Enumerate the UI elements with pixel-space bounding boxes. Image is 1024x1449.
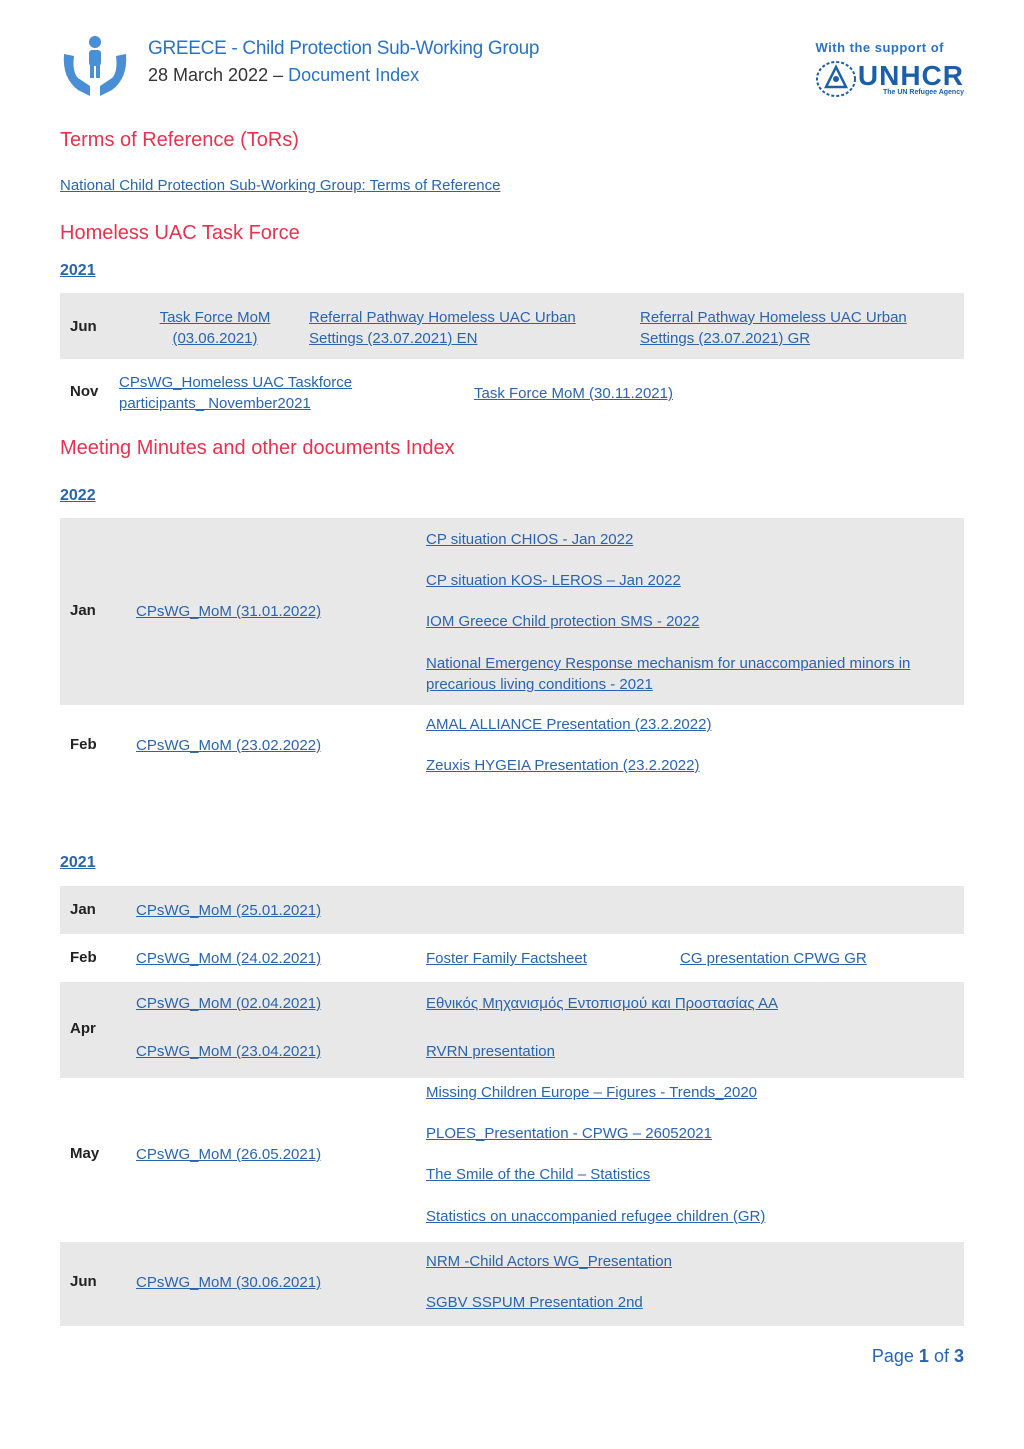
table-row: [60, 1078, 964, 1242]
mom-link[interactable]: CPsWG_MoM (23.02.2022): [136, 737, 322, 754]
minutes-2021-table: [60, 886, 964, 1326]
document-index-label: Document Index: [288, 65, 420, 85]
month-label: May: [70, 1145, 100, 1162]
year-2022-link[interactable]: 2022: [60, 487, 96, 504]
doc-link[interactable]: CPsWG_Homeless UAC Taskforce participants_ November2021: [119, 374, 353, 412]
doc-link[interactable]: CP situation CHIOS - Jan 2022: [426, 531, 634, 548]
doc-link[interactable]: The Smile of the Child – Statistics: [426, 1166, 651, 1183]
minutes-2022-table: [60, 518, 964, 787]
table-row: [60, 982, 964, 1078]
mom-link[interactable]: CPsWG_MoM (24.02.2021): [136, 950, 322, 967]
table-row: [60, 359, 964, 425]
doc-link[interactable]: IOM Greece Child protection SMS - 2022: [426, 613, 700, 630]
table-row: [60, 293, 964, 359]
document-date: 28 March 2022 –: [148, 65, 284, 85]
of-word: of: [933, 1346, 949, 1366]
homeless-heading: Homeless UAC Task Force: [60, 222, 300, 244]
unhcr-emblem-icon: [814, 59, 858, 99]
doc-link[interactable]: RVRN presentation: [426, 1043, 555, 1060]
table-row: [60, 518, 964, 705]
table-row: [60, 886, 964, 934]
month-label: Apr: [70, 1020, 96, 1037]
doc-link[interactable]: Task Force MoM (03.06.2021): [159, 309, 271, 347]
homeless-table: [60, 293, 964, 425]
unhcr-tagline: The UN Refugee Agency: [882, 88, 964, 96]
month-label: Jan: [70, 602, 96, 619]
mom-link[interactable]: CPsWG_MoM (23.04.2021): [136, 1043, 322, 1060]
month-label: Jun: [70, 318, 97, 335]
doc-link[interactable]: Zeuxis HYGEIA Presentation (23.2.2022): [426, 757, 700, 774]
table-row: [60, 934, 964, 982]
month-label: Nov: [70, 383, 99, 400]
document-title: GREECE - Child Protection Sub-Working Group: [148, 38, 540, 59]
doc-link[interactable]: Referral Pathway Homeless UAC Urban Settings (23.07.2021) EN: [309, 309, 576, 347]
page-word: Page: [871, 1346, 914, 1366]
month-label: Jan: [70, 901, 96, 918]
doc-link[interactable]: National Emergency Response mechanism for unaccompanied minors in precarious living conditions - 2021: [426, 655, 911, 693]
table-row: [60, 1242, 964, 1326]
support-text: With the support of: [815, 40, 944, 55]
unhcr-wordmark: UNHCR: [857, 59, 964, 91]
doc-link[interactable]: Εθνικός Μηχανισμός Εντοπισμού και Προστασίας ΑΑ: [426, 995, 779, 1012]
month-label: Jun: [70, 1273, 97, 1290]
month-label: Feb: [70, 736, 97, 753]
mom-link[interactable]: CPsWG_MoM (26.05.2021): [136, 1146, 322, 1163]
doc-link[interactable]: Foster Family Factsheet: [426, 950, 587, 967]
child-protection-logo-icon: [60, 34, 130, 100]
table-row: [60, 705, 964, 787]
unhcr-logo: [804, 59, 964, 99]
year-2021-link[interactable]: 2021: [60, 854, 96, 871]
mom-link[interactable]: CPsWG_MoM (30.06.2021): [136, 1274, 322, 1291]
current-page: 1: [918, 1346, 929, 1366]
homeless-year-link[interactable]: 2021: [60, 262, 96, 279]
tors-link[interactable]: National Child Protection Sub-Working Group: Terms of Reference: [60, 177, 501, 194]
month-label: Feb: [70, 949, 97, 966]
doc-link[interactable]: Referral Pathway Homeless UAC Urban Settings (23.07.2021) GR: [640, 309, 907, 347]
doc-link[interactable]: Missing Children Europe – Figures - Trends_2020: [426, 1084, 758, 1101]
tors-heading: Terms of Reference (ToRs): [60, 129, 299, 151]
minutes-heading: Meeting Minutes and other documents Index: [60, 437, 455, 459]
total-pages: 3: [953, 1346, 964, 1366]
doc-link[interactable]: Task Force MoM (30.11.2021): [474, 385, 673, 402]
doc-link[interactable]: CG presentation CPWG GR: [680, 950, 867, 967]
document-subtitle: [148, 65, 539, 86]
doc-link[interactable]: SGBV SSPUM Presentation 2nd: [426, 1294, 643, 1311]
unhcr-support-block: [804, 40, 964, 99]
mom-link[interactable]: CPsWG_MoM (02.04.2021): [136, 995, 322, 1012]
mom-link[interactable]: CPsWG_MoM (25.01.2021): [136, 902, 322, 919]
mom-link[interactable]: CPsWG_MoM (31.01.2022): [136, 603, 322, 620]
doc-link[interactable]: CP situation KOS- LEROS – Jan 2022: [426, 572, 681, 589]
doc-link[interactable]: Statistics on unaccompanied refugee children (GR): [426, 1208, 766, 1225]
doc-link[interactable]: PLOES_Presentation - CPWG – 26052021: [426, 1125, 712, 1142]
page-number: [872, 1346, 964, 1367]
page-header: [60, 34, 964, 104]
doc-link[interactable]: AMAL ALLIANCE Presentation (23.2.2022): [426, 716, 712, 733]
doc-link[interactable]: NRM -Child Actors WG_Presentation: [426, 1253, 672, 1270]
